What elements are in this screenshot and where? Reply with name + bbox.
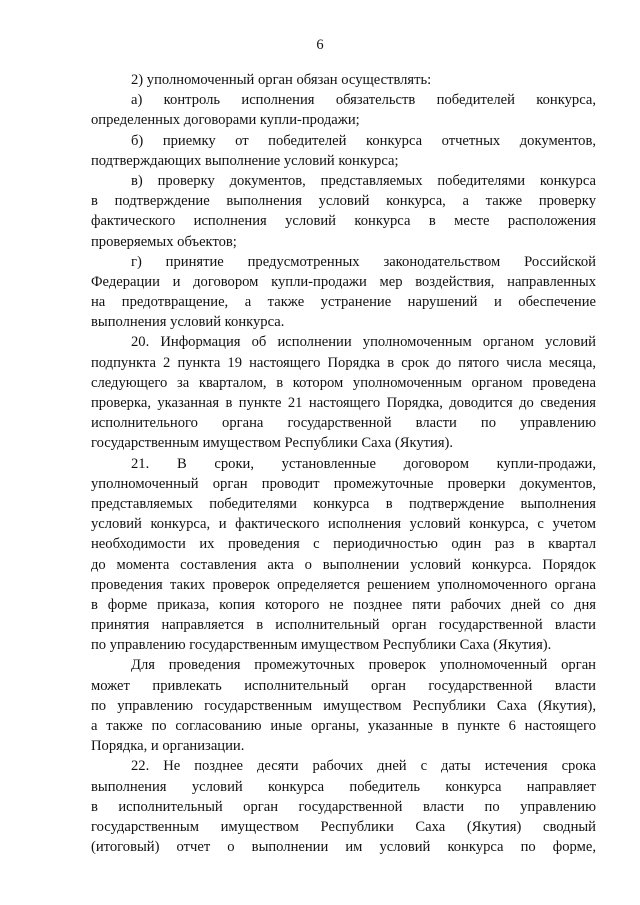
text-line: а также по согласованию иные органы, указанные в пункте 6 настоящего	[91, 718, 596, 734]
text-line: государственным имуществом Республики Саха (Якутия).	[91, 435, 454, 452]
text-line: 22. Не позднее десяти рабочих дней с даты истечения срока	[131, 758, 596, 775]
text-line: Порядка, и организации.	[91, 738, 245, 755]
document-body	[91, 70, 596, 857]
text-line: а) контроль исполнения обязательств победителей конкурса,	[131, 92, 596, 109]
text-line: в исполнительный орган государственной власти по управлению	[91, 798, 596, 815]
text-line: (итоговый) отчет о выполнении им условий конкурса по форме,	[91, 839, 596, 856]
text-line: подпункта 2 пункта 19 настоящего Порядка в срок до пятого числа месяца,	[91, 354, 596, 371]
text-line: следующего за кварталом, в котором уполномоченным органом проведена	[91, 374, 596, 391]
text-line: г) принятие предусмотренных законодательством Российской	[131, 253, 596, 270]
text-line: в подтверждение выполнения условий конкурса, а также проверку	[91, 193, 596, 210]
text-line: представляемых победителями конкурса в подтверждение выполнения	[91, 495, 596, 512]
text-line: выполнения условий конкурса победитель конкурса направляет	[91, 778, 596, 795]
text-line: 21. В сроки, установленные договором купли-продажи,	[131, 455, 596, 472]
page-number: 6	[316, 37, 324, 53]
text-line: принятия направляется в исполнительный орган государственной власти	[91, 617, 596, 634]
text-line: определенных договорами купли-продажи;	[91, 112, 360, 129]
text-line: по управлению государственным имуществом Республики Саха (Якутия).	[91, 637, 552, 654]
text-line: проведения таких проверок определяется решением уполномоченного органа	[91, 576, 596, 593]
text-line: необходимости их проведения с периодичностью один раз в квартал	[91, 536, 596, 553]
text-line: условий конкурса, и фактического исполнения условий конкурса, с учетом	[91, 516, 596, 533]
text-line: уполномоченный орган проводит промежуточные проверки документов,	[91, 475, 596, 492]
text-line: государственным имуществом Республики Саха (Якутия) сводный	[91, 818, 596, 835]
text-line: проверка, указанная в пункте 21 настоящего Порядка, доводится до сведения	[91, 395, 596, 411]
text-line: Для проведения промежуточных проверок уполномоченный орган	[131, 657, 596, 674]
text-line: в) проверку документов, представляемых победителями конкурса	[131, 172, 596, 189]
text-line: 2) уполномоченный орган обязан осуществлять:	[131, 72, 432, 88]
text-line: 20. Информация об исполнении уполномоченным органом условий	[131, 334, 596, 351]
text-line: исполнительного органа государственной власти по управлению	[91, 415, 596, 432]
text-line: в форме приказа, копия которого не позднее пяти рабочих дней со дня	[91, 596, 596, 613]
text-line: проверяемых объектов;	[91, 233, 237, 250]
text-line: выполнения условий конкурса.	[91, 314, 285, 331]
text-line: подтверждающих выполнение условий конкурса;	[91, 152, 399, 169]
text-line: фактического исполнения условий конкурса в месте расположения	[91, 213, 596, 230]
text-line: по управлению государственным имуществом Республики Саха (Якутия),	[91, 697, 596, 714]
text-line: до момента составления акта о выполнении условий конкурса. Порядок	[91, 556, 596, 573]
text-line: может привлекать исполнительный орган государственной власти	[91, 677, 596, 694]
text-line: б) приемку от победителей конкурса отчетных документов,	[131, 132, 596, 149]
text-line: Федерации и договором купли-продажи мер воздействия, направленных	[91, 273, 596, 290]
text-line: на предотвращение, а также устранение нарушений и обеспечение	[91, 294, 596, 311]
